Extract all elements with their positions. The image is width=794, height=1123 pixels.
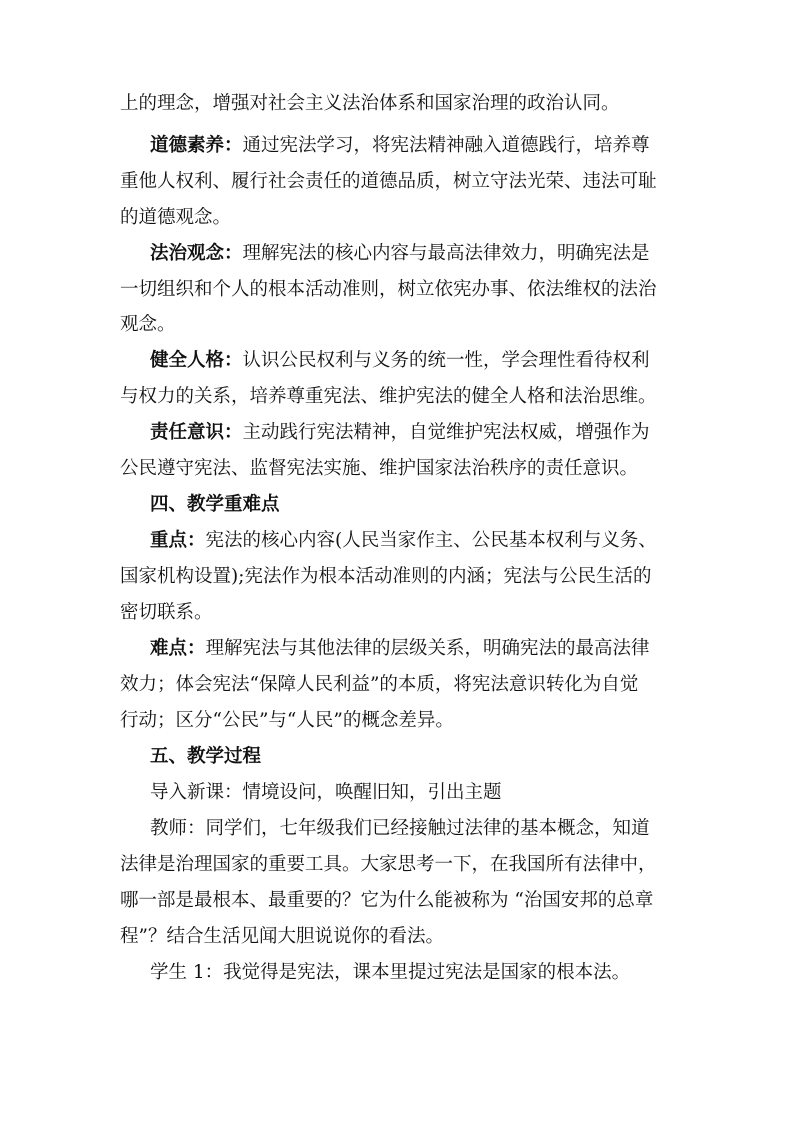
paragraph-law-line-3: 观念。 [120,314,176,335]
person-heading: 健全人格： [150,350,243,371]
paragraph-key-line-3: 密切联系。 [120,602,213,623]
moral-text-1: 通过宪法学习，将宪法精神融入道德践行，培养尊 [242,135,650,156]
paragraph-teacher-line-4: 程”？结合生活见闻大胆说说你的看法。 [120,926,444,947]
paragraph-law-line-1 [0,241,794,267]
paragraph-law-line-2: 一切组织和个人的根本活动准则，树立依宪办事、依法维权的法治 [120,279,657,300]
paragraph-intro-line-1: 上的理念，增强对社会主义法治体系和国家治理的政治认同。 [120,93,620,114]
paragraph-teacher-line-2: 法律是治理国家的重要工具。大家思考一下，在我国所有法律中， [120,854,657,875]
diff-text-1: 理解宪法与其他法律的层级关系，明确宪法的最高法律 [205,638,650,659]
resp-text-1: 主动践行宪法精神，自觉维护宪法权威，增强作为 [242,422,650,443]
paragraph-diff-line-2: 效力；体会宪法“保障人民利益”的本质，将宪法意识转化为自觉 [120,674,639,695]
paragraph-moral-line-3: 的道德观念。 [120,207,232,228]
paragraph-teacher-line-1: 教师：同学们，七年级我们已经接触过法律的基本概念，知道 [150,818,650,839]
paragraph-resp-line-1 [0,420,794,446]
paragraph-student1-line-1: 学生 1：我觉得是宪法，课本里提过宪法是国家的根本法。 [150,962,631,983]
law-text-1: 理解宪法的核心内容与最高法律效力，明确宪法是 [242,243,650,264]
paragraph-resp-line-2: 公民遵守宪法、监督宪法实施、维护国家法治秩序的责任意识。 [120,458,639,479]
moral-heading: 道德素养： [150,135,243,156]
resp-heading: 责任意识： [150,422,243,443]
paragraph-lead-line-1: 导入新课：情境设问，唤醒旧知，引出主题 [150,782,502,803]
person-text-1: 认识公民权利与义务的统一性，学会理性看待权利 [242,350,650,371]
paragraph-diff-line-3: 行动；区分“公民”与“人民”的概念差异。 [120,710,454,731]
paragraph-diff-line-1 [0,636,794,662]
paragraph-person-line-1 [0,348,794,374]
key-text-1: 宪法的核心内容(人民当家作主、公民基本权利与义务、 [205,530,657,551]
section-heading-5-text: 五、教学过程 [150,746,262,767]
paragraph-key-line-1 [0,528,794,554]
diff-heading: 难点： [150,638,206,659]
paragraph-teacher-line-3: 哪一部是最根本、最重要的？它为什么能被称为 “治国安邦的总章 [120,890,654,911]
key-heading: 重点： [150,530,206,551]
law-heading: 法治观念： [150,243,243,264]
paragraph-moral-line-2: 重他人权利、履行社会责任的道德品质，树立守法光荣、违法可耻 [120,171,657,192]
paragraph-key-line-2: 国家机构设置);宪法作为根本活动准则的内涵；宪法与公民生活的 [120,566,652,587]
section-heading-5 [0,744,794,770]
section-heading-4 [0,492,794,518]
section-heading-4-text: 四、教学重难点 [150,494,280,515]
paragraph-moral-line-1 [0,133,794,159]
paragraph-person-line-2: 与权力的关系，培养尊重宪法、维护宪法的健全人格和法治思维。 [120,386,657,407]
